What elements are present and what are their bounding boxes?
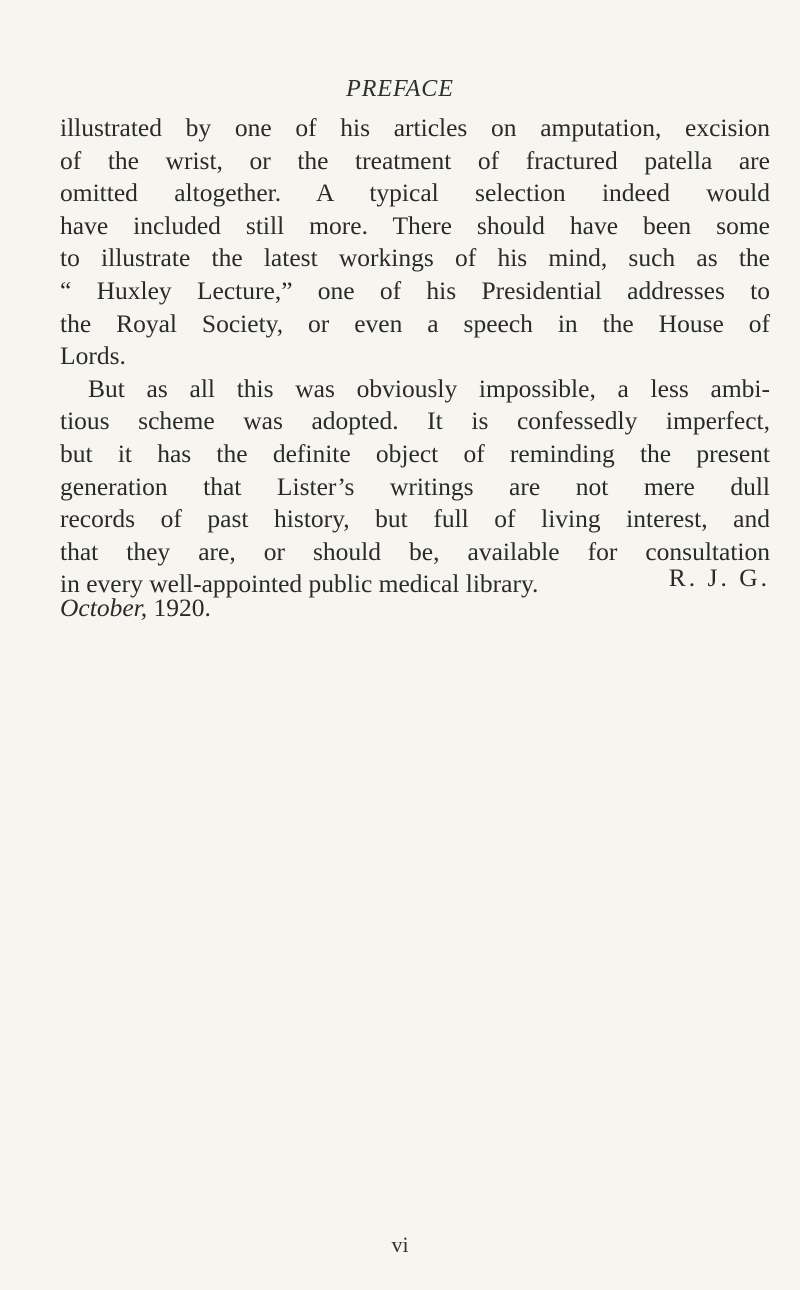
text-line: in every well-appointed public medical library. xyxy=(60,569,539,599)
text-line: records of past history, but full of living interest, and xyxy=(60,504,770,534)
text-line: to illustrate the latest workings of his mind, such as the xyxy=(60,243,770,273)
dateline-month: October, xyxy=(60,593,148,622)
text-line: of the wrist, or the treatment of fractured patella are xyxy=(60,145,770,175)
text-line: “ Huxley Lecture,” one of his Presidential addresses to xyxy=(60,275,770,305)
text-line: generation that Lister’s writings are not mere dull xyxy=(60,471,770,501)
running-title: PREFACE xyxy=(346,76,454,102)
text-line: but it has the definite object of reminding the present xyxy=(60,438,770,468)
text-line: the Royal Society, or even a speech in the House of xyxy=(60,308,770,338)
text-line: But as all this was obviously impossible, a less ambi- xyxy=(88,373,770,403)
text-line: that they are, or should be, available for consultation xyxy=(60,536,770,566)
preface-text xyxy=(60,112,770,601)
dateline xyxy=(60,593,211,623)
text-line: have included still more. There should have been some xyxy=(60,210,770,240)
text-line: tious scheme was adopted. It is confessedly imperfect, xyxy=(60,406,770,436)
dateline-year: 1920. xyxy=(153,593,211,622)
text-line: Lords. xyxy=(60,341,126,371)
text-line: omitted altogether. A typical selection indeed would xyxy=(60,178,770,208)
author-initials: R. J. G. xyxy=(668,563,770,592)
text-line: illustrated by one of his articles on amputation, excision xyxy=(60,113,770,142)
page-number: vi xyxy=(391,1232,409,1257)
